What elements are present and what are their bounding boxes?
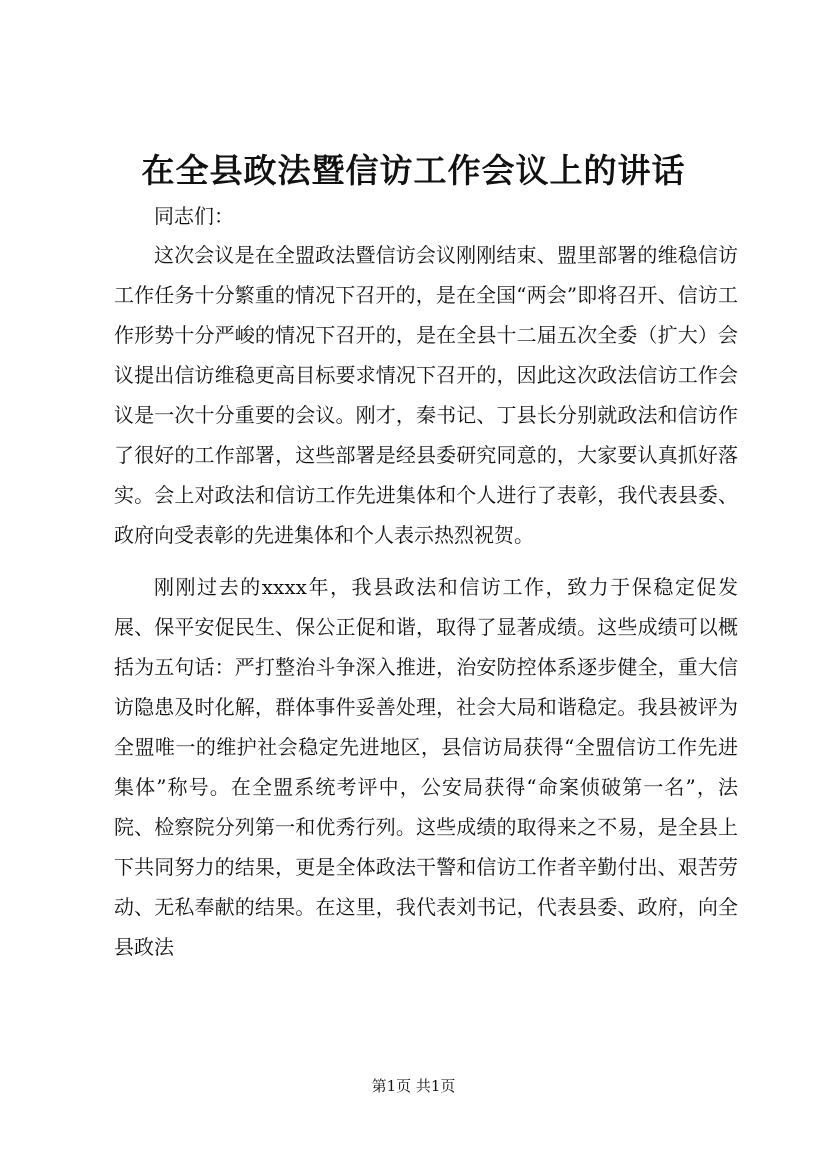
salutation: 同志们： [154,204,234,228]
document-title: 在全县政法暨信访工作会议上的讲话 [141,151,686,190]
document-body [114,197,738,967]
paragraph-2: 刚刚过去的xxxx年，我县政法和信访工作，致力于保稳定促发展、保平安促民生、保公正促和谐，取得了显著成绩。这些成绩可以概括为五句话：严打整治斗争深入推进，治安防控体系逐步健全，重大信访隐患及时化解，群体事件妥善处理，社会大局和谐稳定。我县被评为全盟唯一的维护社会稳定先进地区，县信访局获得“全盟信访工作先进集体”称号。在全盟系统考评中，公安局获得“命案侦破第一名”，法院、检察院分列第一和优秀行列。这些成绩的取得来之不易，是全县上下共同努力的结果，更是全体政法干警和信访工作者辛勤付出、艰苦劳动、无私奉献的结果。在这里，我代表刘书记，代表县委、政府，向全县政法 [114,575,738,959]
page-number: 第1页 共1页 [371,1077,456,1095]
paragraph-1: 这次会议是在全盟政法暨信访会议刚刚结束、盟里部署的维稳信访工作任务十分繁重的情况下召开的，是在全国“两会”即将召开、信访工作形势十分严峻的情况下召开的，是在全县十二届五次全委（扩大）会议提出信访维稳更高目标要求情况下召开的，因此这次政法信访工作会议是一次十分重要的会议。刚才，秦书记、丁县长分别就政法和信访作了很好的工作部署，这些部署是经县委研究同意的，大家要认真抓好落实。会上对政法和信访工作先进集体和个人进行了表彰，我代表县委、政府向受表彰的先进集体和个人表示热烈祝贺。 [114,243,738,547]
